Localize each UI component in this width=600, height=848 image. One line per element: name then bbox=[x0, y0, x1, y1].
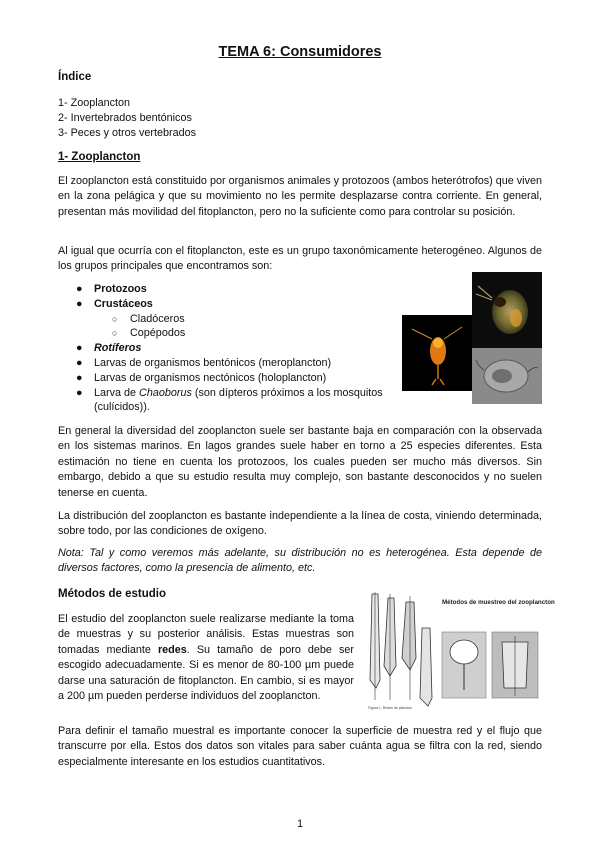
sampling-methods-figure bbox=[366, 588, 555, 716]
paragraph: El zooplancton está constituido por organismos animales y protozoos (ambos heterótrofos) que viven en la zona pelágica y que su movimiento no les permite desplazarse contra corriente. En general, presentan más movilidad del fitoplancton, pero no la suficiente como para controlar su posición. bbox=[58, 175, 542, 218]
rotifer-photo bbox=[472, 348, 542, 404]
copepod-photo bbox=[402, 315, 472, 391]
list-item: ● Larva de Chaoborus (son dípteros próximos a los mosquitos (culícidos)). bbox=[76, 386, 383, 414]
svg-text:Métodos de muestreo del zoopla bbox=[442, 599, 555, 606]
list-item: ● Larvas de organismos bentónicos (meroplancton) bbox=[76, 356, 332, 369]
list-item: ● Crustáceos bbox=[76, 297, 153, 310]
index-item: 1- Zooplancton bbox=[58, 97, 131, 109]
page-number: 1 bbox=[296, 818, 304, 830]
paragraph: La distribución del zooplancton es bastante independiente a la línea de costa, viniendo determinada, sobre todo, por las condiciones de oxígeno. bbox=[58, 510, 542, 538]
paragraph: En general la diversidad del zooplancton suele ser bastante baja en comparación con la observada en los sistemas marinos. En lagos grandes suele haber en torno a 25 especies diferentes. Esta estimación no tiene en cuenta los protozoos, los cuales pueden ser mucho más diversos. Sin embargo, debido a que su estudio resulta muy complejo, son bastante desconocidos y no suelen tenerse en cuenta. bbox=[58, 425, 542, 499]
svg-text:Figura 1. Redes de plancton: Figura 1. Redes de plancton bbox=[368, 706, 412, 710]
index-item: 3- Peces y otros vertebrados bbox=[58, 127, 197, 139]
list-item: ○ Cladóceros bbox=[112, 312, 185, 325]
index-heading: Índice bbox=[58, 71, 92, 83]
list-item: ● Larvas de organismos nectónicos (holoplancton) bbox=[76, 371, 327, 384]
page-title: TEMA 6: Consumidores bbox=[218, 44, 382, 60]
list-item: ● Protozoos bbox=[76, 283, 147, 295]
section-heading-zooplancton: 1- Zooplancton bbox=[58, 151, 141, 163]
list-item: ● Rotíferos bbox=[76, 342, 142, 355]
section-heading-methods: Métodos de estudio bbox=[58, 588, 166, 600]
daphnia-photo bbox=[472, 272, 542, 348]
group-list bbox=[58, 282, 408, 415]
paragraph: Al igual que ocurría con el fitoplancton, este es un grupo taxonómicamente heterogéneo. Algunos de los grupos principales que encontramos son: bbox=[58, 245, 542, 273]
note-paragraph: Nota: Tal y como veremos más adelante, su distribución no es heterogénea. Esta depende de diversos factores, como la presencia de alimento, etc. bbox=[58, 547, 542, 575]
index-item: 2- Invertebrados bentónicos bbox=[58, 112, 192, 124]
paragraph: El estudio del zooplancton suele realizarse mediante la toma de muestras y su posterior análisis. Estas muestras son tomadas mediante redes. Su tamaño de poro debe ser escogido adecuadamente. Si es menor de 80-100 µm puede darse una saturación de fitoplancton. En cambio, si es mayor a 200 µm pueden perderse individuos del zooplancton. bbox=[58, 613, 354, 703]
figure-caption: Métodos de muestreo del zooplancton bbox=[442, 599, 555, 606]
list-item: ○ Copépodos bbox=[112, 327, 186, 340]
paragraph: Para definir el tamaño muestral es importante conocer la superficie de muestra red y el flujo que transcurre por ella. Estos dos datos son vitales para saber cuánta agua se filtra con la red, siendo especialmente interesante en los estudios cuantitativos. bbox=[58, 725, 542, 768]
